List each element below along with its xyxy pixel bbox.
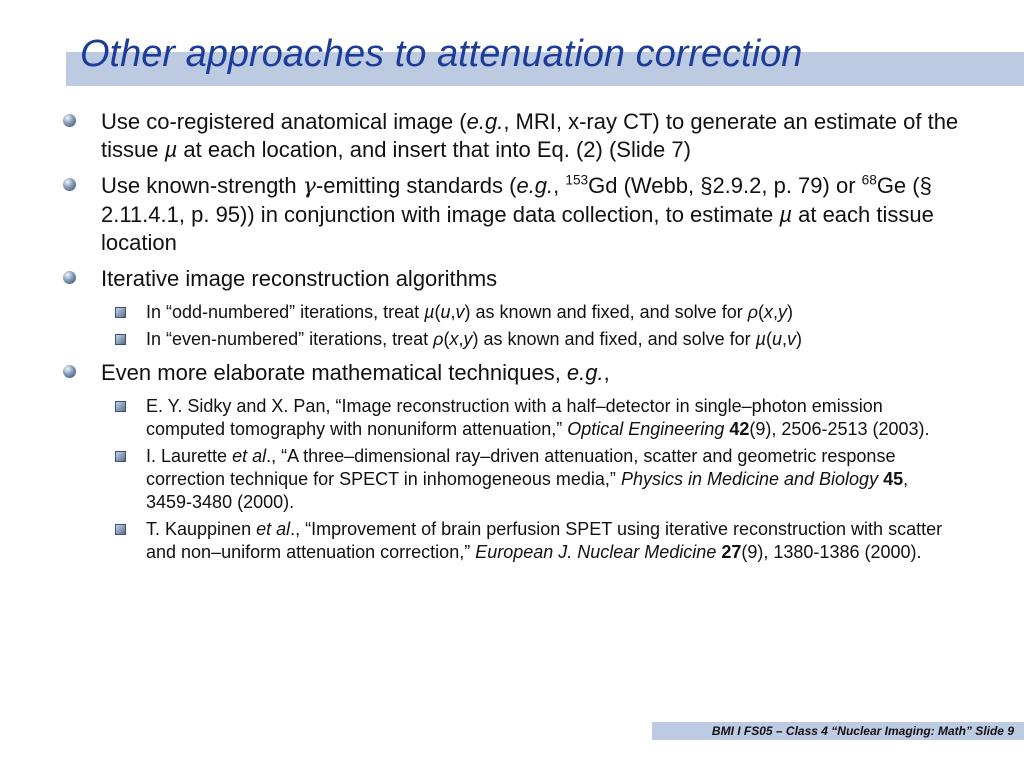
- bullet-square-icon: [115, 307, 126, 318]
- superscript: 68: [861, 172, 877, 188]
- text-run: ) as known and fixed, and solve for: [472, 329, 756, 349]
- bullet-elaborate-techniques: [101, 359, 981, 387]
- text-run: Use known-strength: [101, 173, 303, 198]
- text-run: -emitting standards (: [315, 173, 517, 198]
- sub-bullet-even-iterations: [146, 328, 946, 351]
- text-run: E. Y. Sidky and X. Pan, “Image reconstruction with a half–detector in single–photon emission computed tomography with nonuniform attenuation,”: [146, 396, 883, 439]
- mu-symbol: µ: [424, 302, 435, 322]
- bullet-sphere-icon: [63, 365, 76, 378]
- variable: y: [463, 329, 473, 349]
- slide-body: [0, 108, 1024, 568]
- text-run: at each location, and insert that into Eq. (2) (Slide 7): [177, 137, 691, 162]
- variable: v: [787, 329, 797, 349]
- mu-symbol: µ: [755, 329, 767, 349]
- reference-sidky-pan: [146, 395, 946, 441]
- bullet-coregistered-image: [101, 108, 981, 164]
- text-run-italic: et al: [232, 446, 267, 466]
- text-run: ,: [553, 173, 566, 198]
- text-run: Ge (§ 2.11.4.1, p. 95)) in conjunction with image data collection, to estimate: [101, 173, 932, 227]
- variable: x: [764, 302, 774, 322]
- volume-number: 27: [721, 542, 742, 562]
- gamma-symbol: γ: [302, 174, 316, 199]
- text-run: ,: [603, 360, 610, 385]
- variable: u: [772, 329, 783, 349]
- text-run: (: [434, 302, 441, 322]
- text-run: (9), 1380-1386 (2000).: [741, 542, 922, 562]
- mu-symbol: µ: [164, 137, 178, 162]
- bullet-square-icon: [115, 334, 126, 345]
- bullet-sphere-icon: [63, 114, 76, 127]
- text-run: (: [443, 329, 450, 349]
- journal-name: European J. Nuclear Medicine: [475, 542, 717, 562]
- bullet-sphere-icon: [63, 178, 76, 191]
- text-run: ,: [782, 329, 788, 349]
- reference-kauppinen: [146, 518, 946, 564]
- text-run: , MRI, x-ray CT) to generate an estimate of the tissue: [101, 109, 959, 162]
- bullet-square-icon: [115, 401, 126, 412]
- reference-laurette: [146, 445, 946, 514]
- text-run: Use co-registered anatomical image (: [101, 109, 467, 134]
- bullet-square-icon: [115, 451, 126, 462]
- rho-symbol: ρ: [433, 329, 444, 349]
- text-run: ,: [450, 302, 456, 322]
- sub-bullet-odd-iterations: [146, 301, 946, 324]
- text-run: Gd (Webb, §2.9.2, p. 79) or: [588, 173, 862, 198]
- text-run: ,: [773, 302, 779, 322]
- bullet-known-strength-standards: [101, 172, 981, 257]
- text-run: , 3459-3480 (2000).: [146, 469, 909, 512]
- variable: y: [778, 302, 788, 322]
- journal-name: Physics in Medicine and Biology: [620, 469, 879, 489]
- journal-name: Optical Engineering: [567, 419, 725, 439]
- text-run-italic: e.g.: [466, 109, 504, 134]
- slide-footer: BMI I FS05 – Class 4 “Nuclear Imaging: Math” Slide 9: [711, 724, 1014, 738]
- bullet-square-icon: [115, 524, 126, 535]
- bullet-iterative-reconstruction: [101, 265, 981, 293]
- text-run: In “even-numbered” iterations, treat: [146, 329, 434, 349]
- volume-number: 45: [883, 469, 904, 489]
- text-run-italic: e.g.: [516, 173, 554, 198]
- variable: u: [440, 302, 451, 322]
- superscript: 153: [565, 172, 589, 188]
- text-run: (: [758, 302, 765, 322]
- text-run: ., “Improvement of brain perfusion SPET using iterative reconstruction with scatter and non–uniform attenuation correction,”: [146, 519, 943, 562]
- bullet-sphere-icon: [63, 271, 76, 284]
- text-run: (: [766, 329, 773, 349]
- text-run: ., “A three–dimensional ray–driven attenuation, scatter and geometric response correction technique for SPECT in inhomogeneous media,”: [146, 446, 896, 489]
- text-run: at each tissue location: [101, 202, 934, 255]
- text-run: T. Kauppinen: [146, 519, 257, 539]
- text-run-italic: e.g.: [566, 360, 604, 385]
- text-run: Iterative image reconstruction algorithms: [101, 266, 498, 291]
- text-run: ): [796, 329, 803, 349]
- volume-number: 42: [729, 419, 750, 439]
- mu-symbol: µ: [779, 202, 792, 227]
- rho-symbol: ρ: [747, 302, 759, 322]
- variable: v: [455, 302, 465, 322]
- variable: x: [449, 329, 459, 349]
- text-run: I. Laurette: [146, 446, 233, 466]
- slide-title: Other approaches to attenuation correction: [80, 33, 803, 75]
- text-run: In “odd-numbered” iterations, treat: [146, 302, 425, 322]
- text-run-italic: et al: [256, 519, 291, 539]
- text-run: ): [787, 302, 794, 322]
- text-run: ) as known and fixed, and solve for: [464, 302, 748, 322]
- text-run: Even more elaborate mathematical techniques,: [101, 360, 567, 385]
- text-run: ,: [458, 329, 464, 349]
- text-run: (9), 2506-2513 (2003).: [749, 419, 930, 439]
